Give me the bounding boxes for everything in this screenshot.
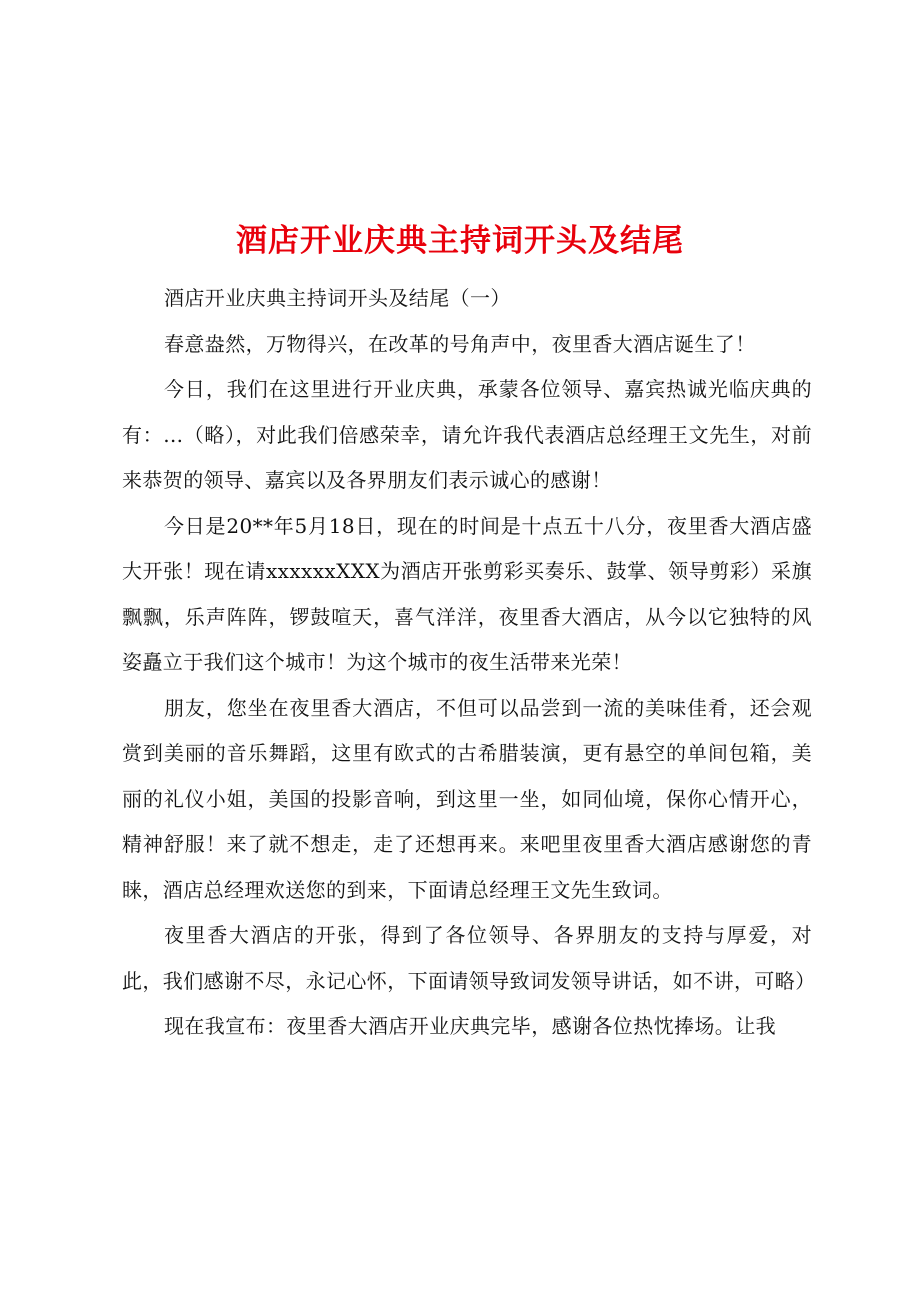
paragraph-subtitle: 酒店开业庆典主持词开头及结尾（一） [164,286,511,310]
paragraph-5: 夜里香大酒店的开张，得到了各位领导、各界朋友的支持与厚爱，对此，我们感谢不尽，永记心怀，下面请领导致词发领导讲话，如不讲，可略） [122,923,816,993]
paragraph-4: 朋友，您坐在夜里香大酒店，不但可以品尝到一流的美味佳肴，还会观赏到美丽的音乐舞蹈，这里有欧式的古希腊装演，更有悬空的单间包箱，美丽的礼仪小姐，美国的投影音响，到这里一坐，如同仙境，保你心情开心，精神舒服！来了就不想走，走了还想再来。来吧里夜里香大酒店感谢您的青睐，酒店总经理欢送您的到来，下面请总经理王文先生致词。 [122,695,812,902]
paragraph-6: 现在我宣布：夜里香大酒店开业庆典完毕，感谢各位热忱捧场。让我 [164,1014,776,1038]
document-title: 酒店开业庆典主持词开头及结尾 [236,222,684,259]
paragraph-2: 今日，我们在这里进行开业庆典，承蒙各位领导、嘉宾热诚光临庆典的有：…（略），对此我们倍感荣幸，请允许我代表酒店总经理王文先生，对前来恭贺的领导、嘉宾以及各界朋友们表示诚心的感谢！ [122,377,812,492]
document-body [122,276,816,1050]
paragraph-3: 今日是20**年5月18日，现在的时间是十点五十八分，夜里香大酒店盛大开张！现在请xxxxxxXXX为酒店开张剪彩买奏乐、鼓掌、领导剪彩）采旗飘飘，乐声阵阵，锣鼓喧天，喜气洋洋，夜里香大酒店，从今以它独特的风姿矗立于我们这个城市！为这个城市的夜生活带来光荣！ [122,513,812,674]
paragraph-1: 春意盎然，万物得兴，在改革的号角声中，夜里香大酒店诞生了！ [164,331,756,356]
